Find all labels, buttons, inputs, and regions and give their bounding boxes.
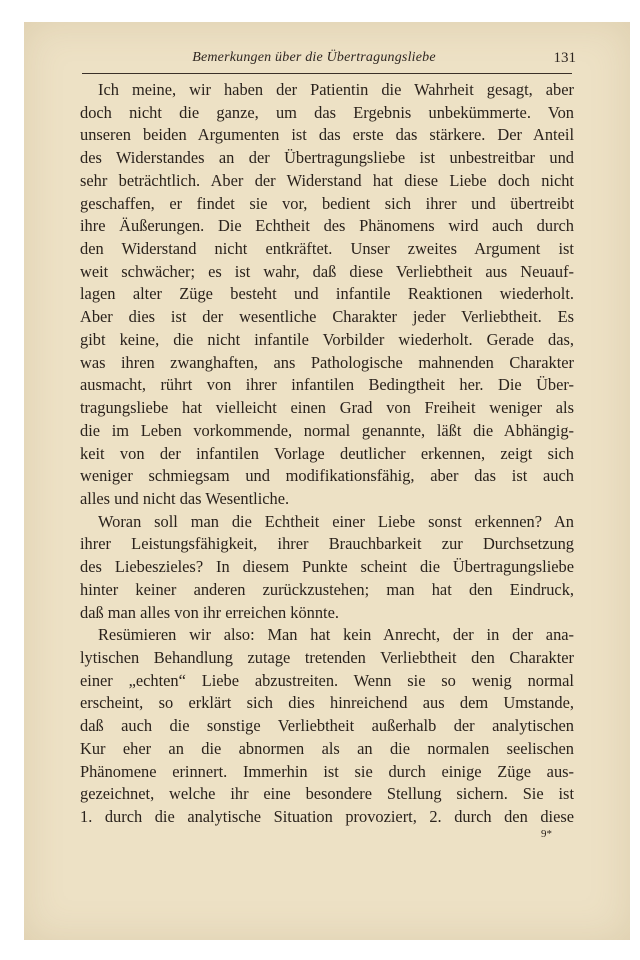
text-line: doch nicht die ganze, um das Ergebnis unbekümmerte. Von: [80, 102, 574, 122]
text-line: Ich meine, wir haben der Patientin die Wahrheit gesagt, aber: [98, 80, 574, 99]
body-text: [80, 79, 574, 829]
text-line: was ihren zwanghaften, ans Pathologische mahnenden Charakter: [80, 352, 574, 372]
text-line: ihrer Leistungsfähigkeit, ihrer Brauchbarkeit zur Durchsetzung: [80, 534, 574, 554]
text-line: gibt keine, die nicht infantile Vorbilder wiederholt. Gerade das,: [80, 329, 574, 349]
text-line: ihre Äußerungen. Die Echtheit des Phänomens wird auch durch: [80, 216, 574, 236]
text-line: tragungsliebe hat vielleicht einen Grad von Freiheit weniger als: [80, 398, 574, 418]
text-line: 1. durch die analytische Situation provoziert, 2. durch den diese: [80, 807, 574, 826]
page-number: 131: [553, 50, 576, 66]
text-line: daß auch die sonstige Verliebtheit außerhalb der analytischen: [80, 716, 574, 736]
text-line: sehr beträchtlich. Aber der Widerstand hat diese Liebe doch nicht: [80, 170, 574, 190]
text-line: gezeichnet, welche ihr eine besondere Stellung sichern. Sie ist: [80, 784, 574, 804]
text-line: ausmacht, rührt von ihrer infantilen Bedingtheit her. Die Über-: [80, 375, 574, 395]
text-line: Kur eher an die abnormen als an die normalen seelischen: [80, 738, 574, 758]
text-line: geschaffen, er findet sie vor, bedient sich ihrer und übertreibt: [80, 193, 574, 213]
text-line: erscheint, so erklärt sich dies hinreichend aus dem Umstande,: [80, 693, 574, 713]
text-line: des Widerstandes an der Übertragungsliebe ist unbestreitbar und: [80, 148, 574, 168]
text-line: Woran soll man die Echtheit einer Liebe sonst erkennen? An: [98, 511, 574, 531]
text-line: Aber dies ist der wesentliche Charakter jeder Verliebtheit. Es: [80, 307, 574, 327]
text-line: keit von der infantilen Vorlage deutlicher erkennen, zeigt sich: [80, 443, 574, 463]
text-line: einer „echten“ Liebe abzustreiten. Wenn sie so wenig normal: [80, 670, 574, 690]
text-line: weit schwächer; es ist wahr, daß diese Verliebtheit aus Neuauf-: [80, 261, 574, 281]
running-header: [104, 50, 576, 72]
text-line: alles und nicht das Wesentliche.: [80, 488, 290, 508]
book-page: [24, 22, 630, 940]
text-line: weniger schmiegsam und modifikationsfähig, aber das ist auch: [80, 466, 574, 486]
text-line: lagen alter Züge besteht und infantile Reaktionen wiederholt.: [80, 284, 574, 304]
running-header-title: Bemerkungen über die Übertragungsliebe: [192, 50, 436, 65]
signature-mark: 9*: [541, 828, 552, 840]
text-line: hinter keiner anderen zurückzustehen; man hat den Eindruck,: [80, 579, 574, 599]
text-line: Phänomene erinnert. Immerhin ist sie durch einige Züge aus-: [80, 761, 574, 781]
text-line: die im Leben vorkommende, normal genannte, läßt die Abhängig-: [80, 420, 574, 440]
header-rule: [82, 73, 572, 74]
text-line: des Liebeszieles? In diesem Punkte scheint die Übertragungsliebe: [80, 557, 574, 577]
text-line: den Widerstand nicht entkräftet. Unser zweites Argument ist: [80, 239, 574, 259]
text-line: daß man alles von ihr erreichen könnte.: [80, 602, 339, 622]
text-line: unseren beiden Argumenten ist das erste das stärkere. Der Anteil: [80, 125, 574, 145]
text-line: lytischen Behandlung zutage tretenden Verliebtheit den Charakter: [80, 647, 574, 667]
text-line: Resümieren wir also: Man hat kein Anrecht, der in der ana-: [98, 625, 574, 645]
